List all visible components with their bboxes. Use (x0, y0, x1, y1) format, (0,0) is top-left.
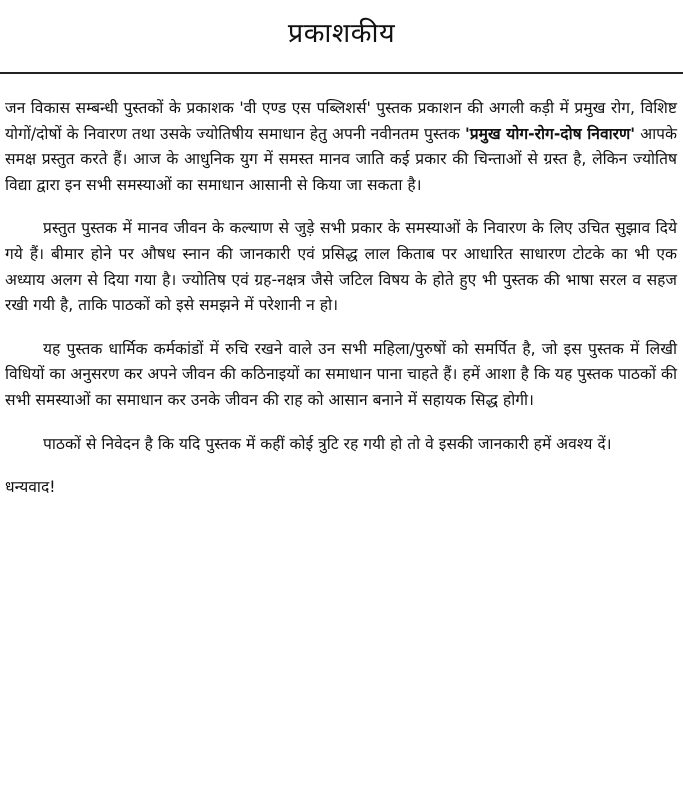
paragraph-4: पाठकों से निवेदन है कि यदि पुस्तक में कहीं कोई त्रुटि रह गयी हो तो वे इसकी जानकारी हमें अवश्य दें। (43, 434, 612, 453)
paragraph-2: प्रस्तुत पुस्तक में मानव जीवन के कल्याण से जुड़े सभी प्रकार के समस्याओं के निवारण के लिए उचित सुझाव दिये गये हैं। बीमार होने पर औषध स्नान की जानकारी एवं प्रसिद्ध लाल किताब पर आधारित साधारण टोटके का भी एक अध्याय अलग से दिया गया है। ज्योतिष एवं ग्रह-नक्षत्र जैसे जटिल विषय के होते हुए भी पुस्तक की भाषा सरल व सहज रखी गयी है, ताकि पाठकों को इसे समझने में परेशानी न हो। (5, 219, 677, 315)
title-divider (0, 72, 683, 74)
document-body (5, 96, 677, 501)
paragraph-1-text-b: आपके समक्ष प्रस्तुत करते हैं। आज के आधुनिक युग में समस्त मानव जाति कई प्रकार की चिन्ताओं से ग्रस्त है, लेकिन ज्योतिष विद्या द्वारा इन सभी समस्याओं का समाधान आसानी से किया जा सकता है। (5, 124, 677, 194)
closing-thanks: धन्यवाद! (5, 478, 56, 497)
paragraph-1 (5, 96, 677, 198)
book-title: 'प्रमुख योग-रोग-दोष निवारण' (464, 124, 636, 143)
page-title: प्रकाशकीय (287, 18, 396, 49)
paragraph-1-text-a: जन विकास सम्बन्धी पुस्तकों के प्रकाशक 'वी एण्ड एस पब्लिशर्स' पुस्तक प्रकाशन की अगली कड़ी में प्रमुख रोग, विशिष्ट योगों/दोषों के निवारण तथा उसके ज्योतिषीय समाधान हेतु अपनी नवीनतम पुस्तक (5, 99, 677, 143)
paragraph-3: यह पुस्तक धार्मिक कर्मकांडों में रुचि रखने वाले उन सभी महिला/पुरुषों को समर्पित है, जो इस पुस्तक में लिखी विधियों का अनुसरण कर अपने जीवन की कठिनाइयों का समाधान पाना चाहते हैं। हमें आशा है कि यह पुस्तक पाठकों की सभी समस्याओं का समाधान कर उनके जीवन की राह को आसान बनाने में सहायक सिद्ध होगी। (5, 339, 677, 409)
